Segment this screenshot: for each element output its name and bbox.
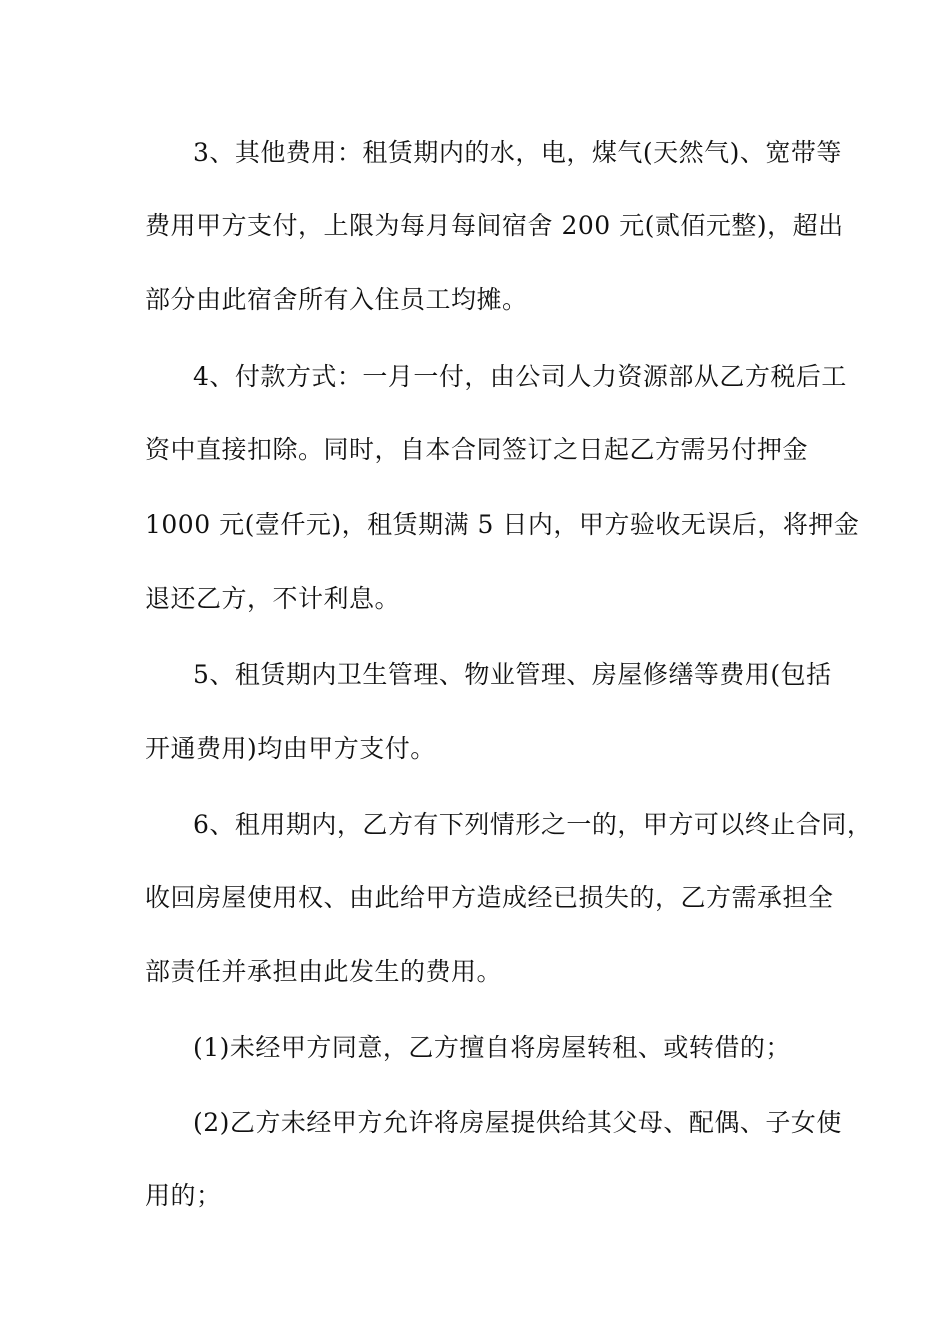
clause-3-line-3: 部分由此宿舍所有入住员工均摊。: [145, 285, 528, 314]
item-1-line-1: (1)未经甲方同意，乙方擅自将房屋转租、或转借的；: [193, 1033, 791, 1062]
clause-3-line-1: 3、其他费用：租赁期内的水，电，煤气(天然气)、宽带等: [193, 138, 842, 167]
clause-4-line-4: 退还乙方，不计利息。: [145, 584, 401, 613]
clause-5-line-2: 开通费用)均由甲方支付。: [145, 734, 436, 763]
clause-5-line-1: 5、租赁期内卫生管理、物业管理、房屋修缮等费用(包括: [193, 660, 832, 689]
clause-3-line-2: 费用甲方支付，上限为每月每间宿舍 200 元(贰佰元整)，超出: [145, 211, 844, 240]
item-2-line-1: (2)乙方未经甲方允许将房屋提供给其父母、配偶、子女使: [193, 1108, 842, 1137]
clause-4-line-3: 1000 元(壹仟元)，租赁期满 5 日内，甲方验收无误后，将押金: [145, 510, 860, 539]
clause-6-line-2: 收回房屋使用权、由此给甲方造成经已损失的，乙方需承担全: [145, 883, 834, 912]
clause-6-line-1: 6、租用期内，乙方有下列情形之一的，甲方可以终止合同，: [193, 810, 873, 839]
clause-4-line-1: 4、付款方式：一月一付，由公司人力资源部从乙方税后工: [193, 362, 847, 391]
item-2-line-2: 用的；: [145, 1181, 222, 1210]
clause-4-line-2: 资中直接扣除。同时，自本合同签订之日起乙方需另付押金: [145, 435, 809, 464]
clause-6-line-3: 部责任并承担由此发生的费用。: [145, 957, 503, 986]
